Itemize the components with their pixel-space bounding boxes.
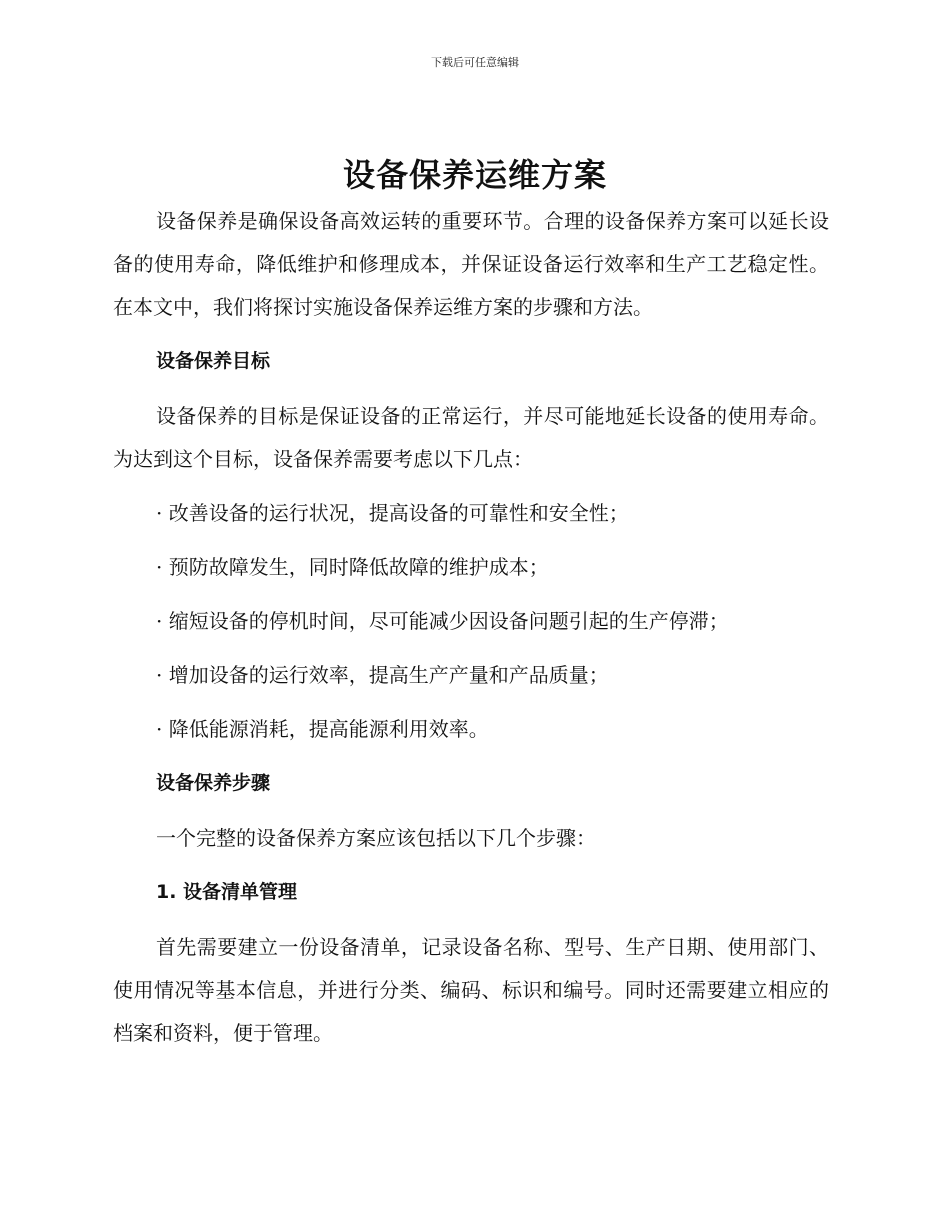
goals-paragraph: 设备保养的目标是保证设备的正常运行，并尽可能地延长设备的使用寿命。为达到这个目标，设备保养需要考虑以下几点：: [113, 404, 829, 471]
inventory-paragraph: 首先需要建立一份设备清单，记录设备名称、型号、生产日期、使用部门、使用情况等基本信息，并进行分类、编码、标识和编号。同时还需要建立相应的档案和资料，便于管理。: [113, 935, 829, 1045]
goal-bullet-3: · 缩短设备的停机时间，尽可能减少因设备问题引起的生产停滞；: [156, 609, 729, 633]
goal-bullet-4: · 增加设备的运行效率，提高生产产量和产品质量；: [156, 663, 609, 687]
steps-paragraph: 一个完整的设备保养方案应该包括以下几个步骤：: [156, 826, 596, 850]
section-heading-goals: 设备保养目标: [156, 350, 271, 372]
goal-bullet-2: · 预防故障发生，同时降低故障的维护成本；: [156, 555, 549, 579]
goal-bullet-5: · 降低能源消耗，提高能源利用效率。: [156, 717, 489, 741]
section-heading-inventory: 1. 设备清单管理: [156, 881, 298, 903]
goal-bullet-1: · 改善设备的运行状况，提高设备的可靠性和安全性；: [156, 501, 629, 525]
header-note: 下载后可任意编辑: [431, 56, 519, 69]
intro-paragraph: 设备保养是确保设备高效运转的重要环节。合理的设备保养方案可以延长设备的使用寿命，降低维护和修理成本，并保证设备运行效率和生产工艺稳定性。在本文中，我们将探讨实施设备保养运维方案的步骤和方法。: [113, 209, 829, 319]
document-title: 设备保养运维方案: [342, 156, 607, 194]
section-heading-steps: 设备保养步骤: [156, 772, 271, 794]
document-body: [113, 200, 829, 1055]
